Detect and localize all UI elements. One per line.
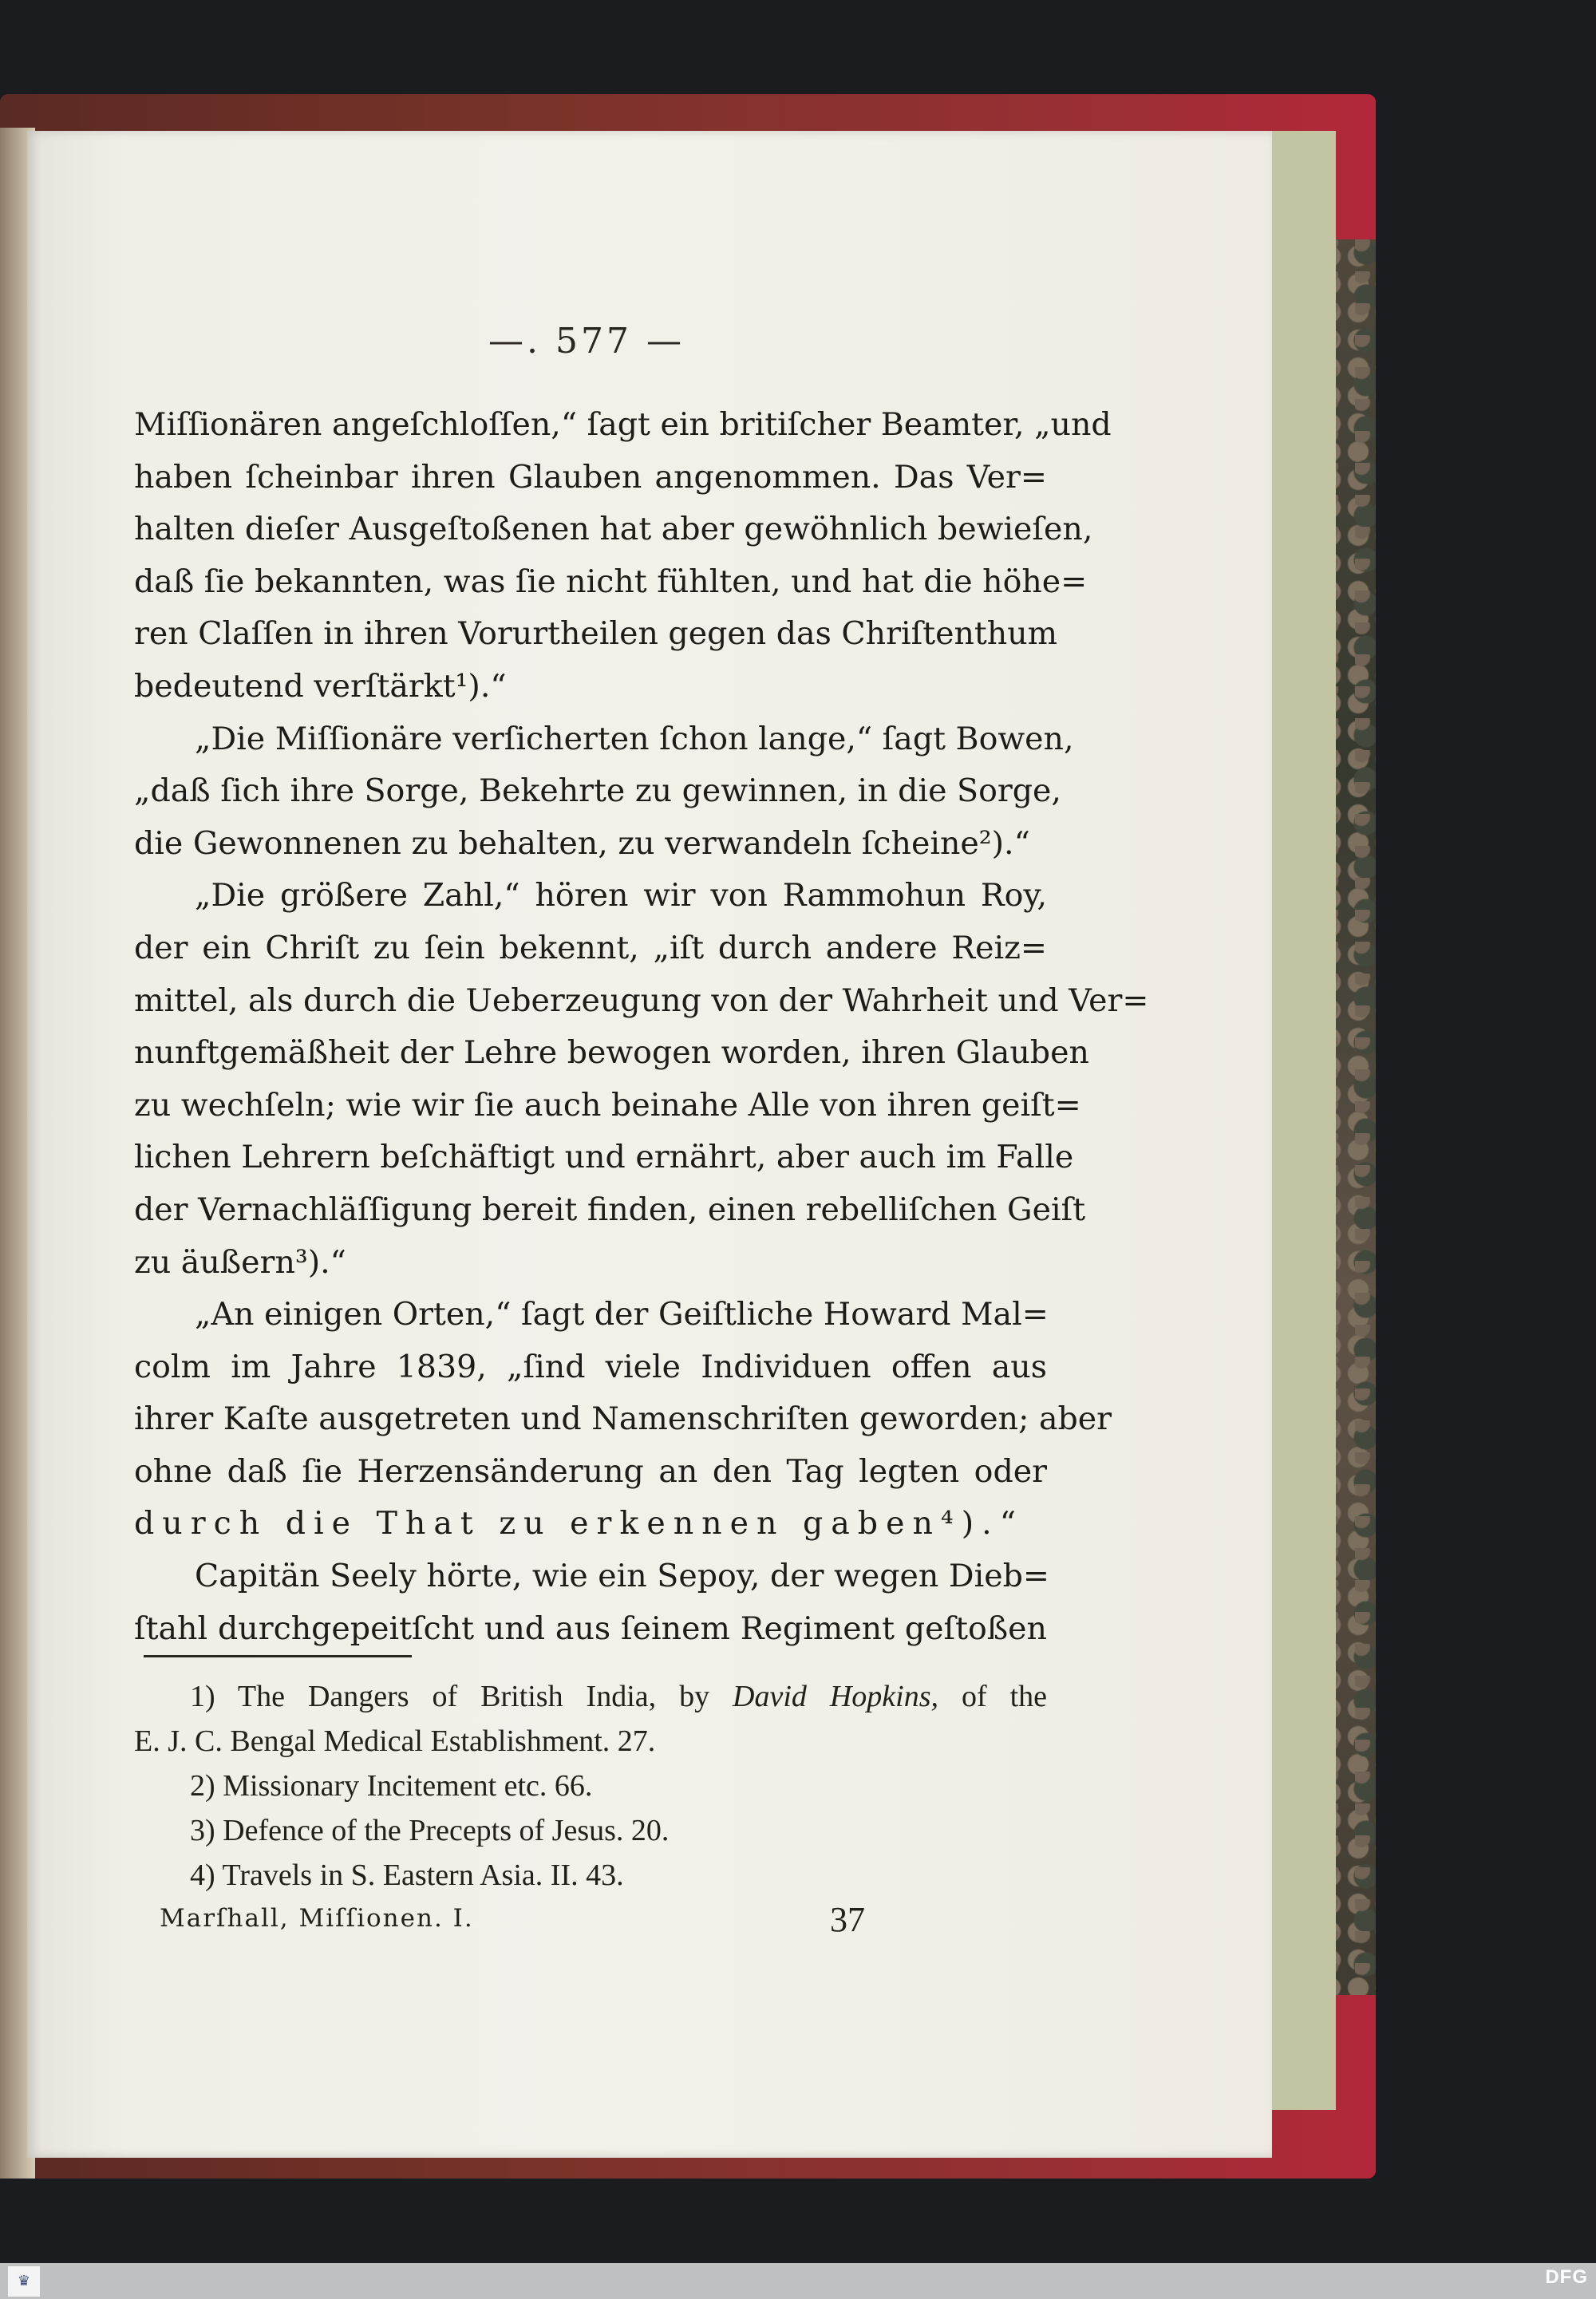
footnote-1-number: 1) [190, 1680, 215, 1713]
text-line: haben ſcheinbar ihren Glauben angenommen. Das Ver= [134, 458, 1047, 496]
text-line: daß ſie bekannten, was ſie nicht fühlten, und hat die höhe= [134, 563, 1088, 600]
text-line: die Gewonnenen zu behalten, zu verwandeln ſcheine²).“ [134, 824, 1030, 862]
text-line: der Vernachläſſigung bereit finden, einen rebelliſchen Geiſt [134, 1191, 1086, 1228]
footnote-1-author: David Hopkins, [733, 1680, 939, 1713]
text-line: durch die That zu erkennen gaben⁴).“ [134, 1505, 1024, 1543]
text-line: ihrer Kaſte ausgetreten und Namenschriſten geworden; aber [134, 1400, 1112, 1438]
text-line: ſtahl durchgepeitſcht und aus ſeinem Regiment geſtoßen [134, 1610, 1047, 1647]
text-line: bedeutend verſtärkt¹).“ [134, 667, 507, 705]
text-line: zu wechſeln; wie wir ſie auch beinahe Alle von ihren geiſt= [134, 1086, 1081, 1124]
footnote-rule [144, 1655, 412, 1657]
footnote-4 [134, 1853, 1047, 1898]
text-line: ren Claſſen in ihren Vorurtheilen gegen das Chriſtenthum [134, 615, 1058, 653]
footnote-3-text: 3) Defence of the Precepts of Jesus. 20. [190, 1814, 670, 1847]
footnotes [134, 1674, 1047, 1898]
footnote-3 [134, 1808, 1047, 1853]
viewer-footer-bar [0, 2263, 1596, 2299]
text-line: der ein Chriſt zu ſein bekennt, „iſt durch andere Reiz= [134, 929, 1047, 966]
footnote-1 [134, 1674, 1047, 1719]
text-line: lichen Lehrern beſchäftigt und ernährt, aber auch im Falle [134, 1139, 1074, 1176]
text-line: ohne daß ſie Herzensänderung an den Tag legten oder [134, 1452, 1047, 1490]
footnote-2 [134, 1764, 1047, 1808]
text-line: Capitän Seely hörte, wie ein Sepoy, der wegen Dieb= [195, 1558, 1049, 1595]
text-line: Miſſionären angeſchloſſen,“ ſagt ein britiſcher Beamter, „und [134, 406, 1112, 443]
text-line: „Die größere Zahl,“ hören wir von Rammohun Roy, [195, 877, 1047, 914]
footnote-2-text: 2) Missionary Incitement etc. 66. [190, 1769, 593, 1803]
text-line: mittel, als durch die Ueberzeugung von der Wahrheit und Ver= [134, 982, 1149, 1019]
text-line: „daß ſich ihre Sorge, Bekehrte zu gewinnen, in die Sorge, [134, 772, 1061, 810]
body-text [134, 399, 1149, 1655]
footnote-4-text: 4) Travels in S. Eastern Asia. II. 43. [190, 1859, 624, 1892]
text-line: nunftgemäßheit der Lehre bewogen worden, ihren Glauben [134, 1034, 1089, 1072]
sheet-number: 37 [830, 1900, 865, 1939]
text-line: „Die Miſſionäre verſicherten ſchon lange,“ ſagt Bowen, [195, 720, 1074, 757]
dfg-brand[interactable]: DFG [1545, 2266, 1588, 2288]
library-logo-icon[interactable]: ♛ [8, 2266, 40, 2297]
footnote-1-text-end: of the [961, 1680, 1047, 1713]
text-line: halten dieſer Ausgeſtoßenen hat aber gewöhnlich bewieſen, [134, 511, 1093, 548]
footnote-1-continuation: E. J. C. Bengal Medical Establishment. 27. [134, 1724, 656, 1758]
page-header-number: —. 577 — [488, 321, 685, 361]
printer-signature: Marſhall, Miſſionen. I. [160, 1904, 474, 1933]
footnote-1-text: The Dangers of British India, by [237, 1680, 710, 1713]
text-line: zu äußern³).“ [134, 1243, 346, 1281]
text-line: colm im Jahre 1839, „ſind viele Individuen offen aus [134, 1348, 1047, 1385]
text-line: „An einigen Orten,“ ſagt der Geiſtliche Howard Mal= [195, 1296, 1049, 1333]
